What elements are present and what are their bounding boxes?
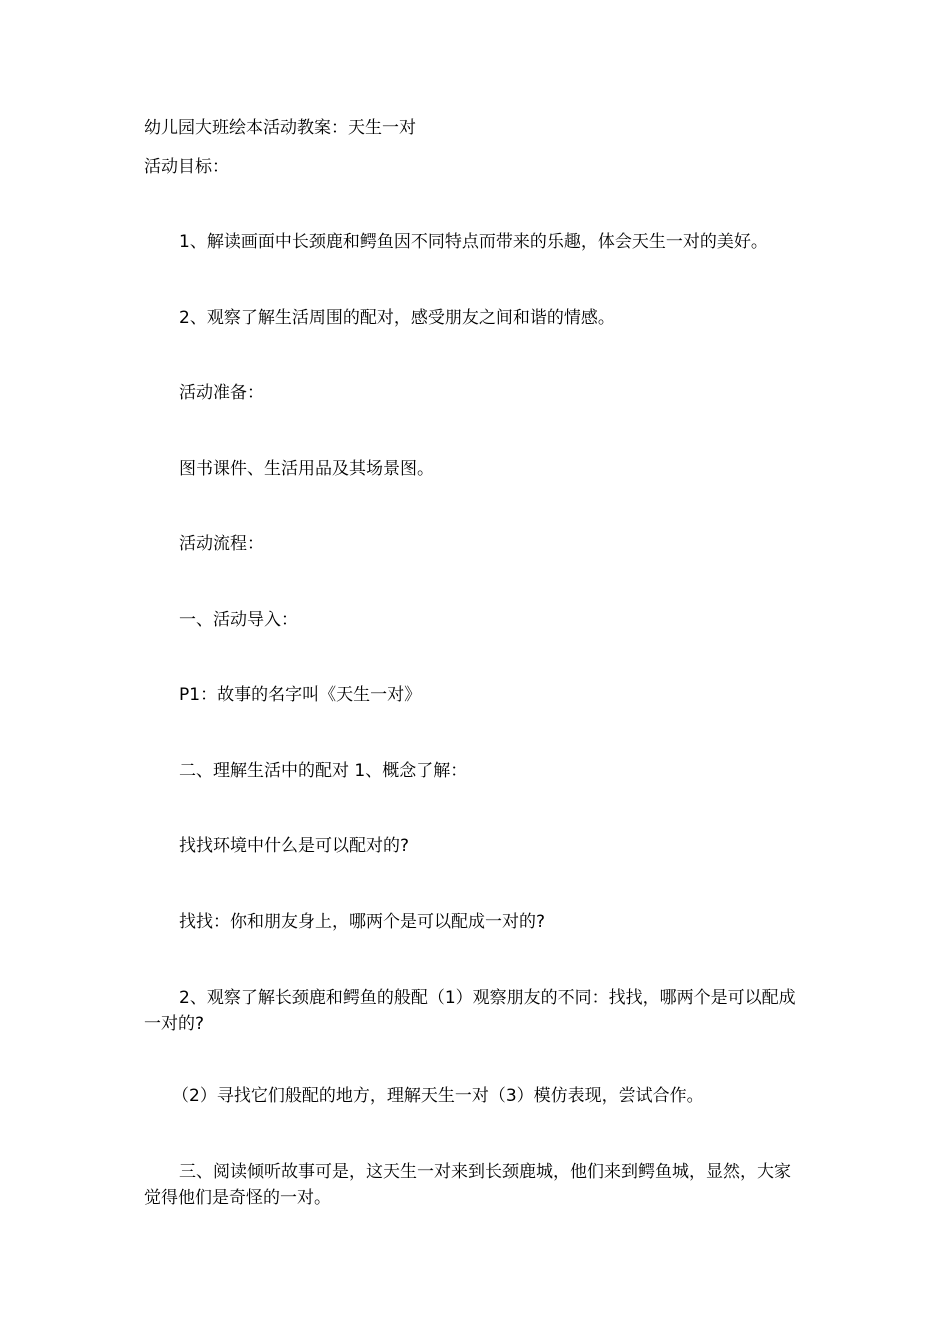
prep-heading: 活动准备：: [179, 383, 264, 403]
step-2-find: （2）寻找它们般配的地方，理解天生一对（3）模仿表现，尝试合作。: [172, 1086, 704, 1106]
step-2-question-1: 找找环境中什么是可以配对的?: [179, 836, 410, 856]
document-title: 幼儿园大班绘本活动教案：天生一对: [144, 118, 416, 138]
step-2-observation: 2、观察了解长颈鹿和鳄鱼的般配（1）观察朋友的不同：找找，哪两个是可以配成一对的?: [144, 988, 796, 1034]
step-2-heading: 二、理解生活中的配对 1、概念了解：: [179, 761, 468, 781]
prep-text: 图书课件、生活用品及其场景图。: [179, 459, 434, 479]
goals-heading: 活动目标：: [144, 157, 229, 177]
step-2-question-2: 找找：你和朋友身上，哪两个是可以配成一对的?: [179, 912, 546, 932]
process-heading: 活动流程：: [179, 534, 264, 554]
goal-item-2: 2、观察了解生活周围的配对，感受朋友之间和谐的情感。: [179, 308, 615, 328]
step-1-heading: 一、活动导入：: [179, 610, 298, 630]
step-1-text: P1：故事的名字叫《天生一对》: [179, 685, 422, 705]
goal-item-1: 1、解读画面中长颈鹿和鳄鱼因不同特点而带来的乐趣，体会天生一对的美好。: [179, 232, 768, 252]
step-3-text: 三、阅读倾听故事可是，这天生一对来到长颈鹿城，他们来到鳄鱼城，显然，大家觉得他们是奇怪的一对。: [144, 1162, 791, 1208]
